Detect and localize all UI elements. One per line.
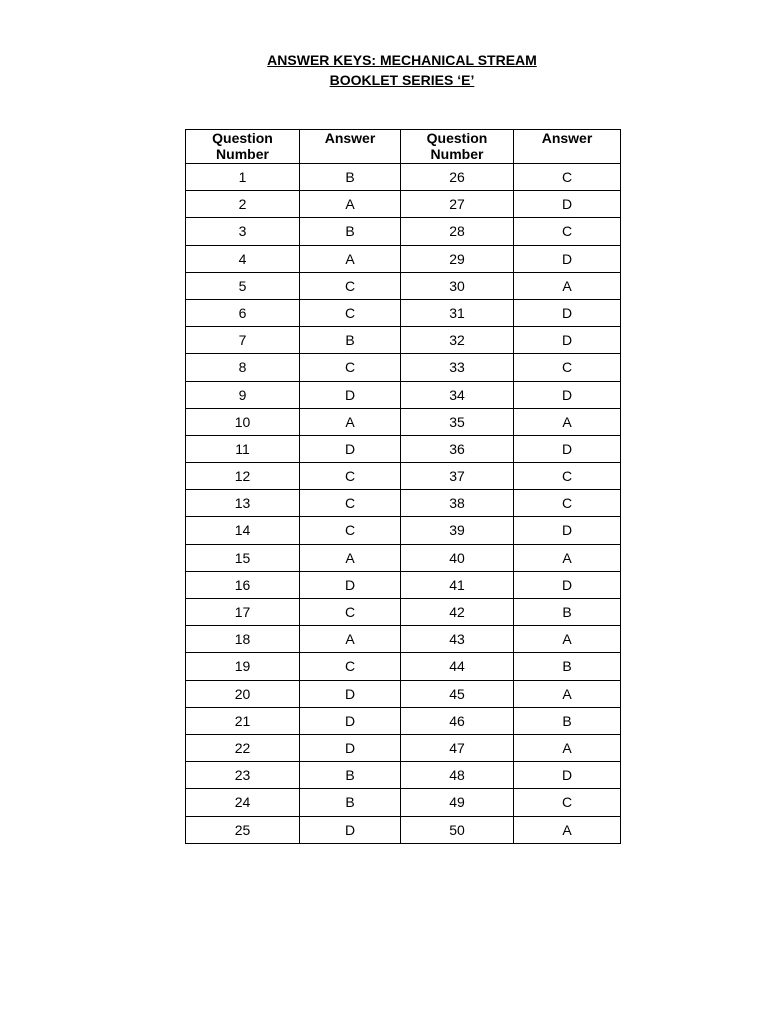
table-body [186,164,621,844]
table-row [186,734,621,761]
question-number-cell: 11 [186,435,300,462]
answer-cell: C [514,218,621,245]
question-number-cell: 30 [401,272,514,299]
header-answer-2: Answer [514,130,621,164]
question-number-cell: 43 [401,626,514,653]
table-row [186,707,621,734]
question-number-cell: 16 [186,571,300,598]
document-subtitle: BOOKLET SERIES ‘E’ [329,72,475,88]
table-header [186,130,621,164]
answer-cell: D [514,571,621,598]
header-question-number-1: Question Number [186,130,300,164]
question-number-cell: 50 [401,816,514,843]
question-number-cell: 28 [401,218,514,245]
question-number-cell: 49 [401,789,514,816]
answer-cell: C [514,789,621,816]
answer-cell: B [300,789,401,816]
table-row [186,789,621,816]
table-row [186,517,621,544]
answer-cell: B [300,164,401,191]
question-number-cell: 15 [186,544,300,571]
header-row [186,130,621,164]
question-number-cell: 3 [186,218,300,245]
answer-cell: A [300,544,401,571]
table-row [186,354,621,381]
answer-cell: C [300,599,401,626]
answer-key-table [185,129,621,844]
answer-cell: B [514,599,621,626]
question-number-cell: 8 [186,354,300,381]
document-title: ANSWER KEYS: MECHANICAL STREAM [267,52,537,68]
answer-cell: A [514,680,621,707]
answer-cell: C [300,354,401,381]
table-row [186,680,621,707]
question-number-cell: 20 [186,680,300,707]
question-number-cell: 44 [401,653,514,680]
question-number-cell: 33 [401,354,514,381]
answer-cell: D [300,816,401,843]
question-number-cell: 46 [401,707,514,734]
answer-cell: D [514,381,621,408]
answer-cell: A [514,734,621,761]
answer-cell: B [514,707,621,734]
answer-cell: C [514,490,621,517]
table-row [186,164,621,191]
table-row [186,463,621,490]
table-row [186,653,621,680]
answer-cell: D [514,191,621,218]
header-question-number-2: Question Number [401,130,514,164]
table-row [186,571,621,598]
table-row [186,299,621,326]
table-row [186,191,621,218]
answer-cell: C [300,299,401,326]
table-row [186,599,621,626]
table-row [186,762,621,789]
answer-cell: D [514,299,621,326]
table-row [186,816,621,843]
answer-cell: D [514,435,621,462]
question-number-cell: 10 [186,408,300,435]
answer-cell: A [514,408,621,435]
question-number-cell: 39 [401,517,514,544]
question-number-cell: 36 [401,435,514,462]
answer-cell: A [300,626,401,653]
answer-cell: B [300,762,401,789]
question-number-cell: 24 [186,789,300,816]
table-row [186,381,621,408]
question-number-cell: 35 [401,408,514,435]
answer-cell: D [300,571,401,598]
question-number-cell: 38 [401,490,514,517]
answer-cell: D [514,762,621,789]
answer-cell: B [300,327,401,354]
question-number-cell: 13 [186,490,300,517]
answer-cell: D [300,707,401,734]
answer-cell: C [514,463,621,490]
question-number-cell: 41 [401,571,514,598]
table-row [186,490,621,517]
question-number-cell: 47 [401,734,514,761]
question-number-cell: 23 [186,762,300,789]
answer-cell: A [300,245,401,272]
answer-cell: C [300,653,401,680]
question-number-cell: 21 [186,707,300,734]
question-number-cell: 32 [401,327,514,354]
question-number-cell: 4 [186,245,300,272]
table-row [186,245,621,272]
answer-cell: D [300,381,401,408]
question-number-cell: 45 [401,680,514,707]
question-number-cell: 6 [186,299,300,326]
question-number-cell: 42 [401,599,514,626]
header-answer-1: Answer [300,130,401,164]
table-row [186,435,621,462]
question-number-cell: 14 [186,517,300,544]
question-number-cell: 25 [186,816,300,843]
answer-cell: D [300,734,401,761]
question-number-cell: 2 [186,191,300,218]
table-row [186,408,621,435]
question-number-cell: 37 [401,463,514,490]
table-row [186,218,621,245]
question-number-cell: 29 [401,245,514,272]
table-row [186,626,621,653]
answer-cell: C [514,164,621,191]
answer-cell: C [300,272,401,299]
question-number-cell: 31 [401,299,514,326]
question-number-cell: 18 [186,626,300,653]
answer-cell: D [300,680,401,707]
answer-cell: D [514,517,621,544]
question-number-cell: 12 [186,463,300,490]
answer-cell: A [514,626,621,653]
question-number-cell: 40 [401,544,514,571]
question-number-cell: 17 [186,599,300,626]
table-row [186,544,621,571]
table-row [186,272,621,299]
answer-cell: D [300,435,401,462]
answer-cell: A [300,191,401,218]
question-number-cell: 27 [401,191,514,218]
question-number-cell: 9 [186,381,300,408]
answer-cell: A [514,544,621,571]
question-number-cell: 5 [186,272,300,299]
question-number-cell: 19 [186,653,300,680]
answer-cell: C [514,354,621,381]
answer-cell: A [514,816,621,843]
question-number-cell: 26 [401,164,514,191]
answer-cell: A [514,272,621,299]
answer-cell: D [514,245,621,272]
answer-cell: C [300,463,401,490]
question-number-cell: 1 [186,164,300,191]
question-number-cell: 7 [186,327,300,354]
answer-cell: C [300,517,401,544]
answer-cell: B [300,218,401,245]
question-number-cell: 34 [401,381,514,408]
answer-cell: B [514,653,621,680]
answer-cell: C [300,490,401,517]
answer-cell: D [514,327,621,354]
answer-cell: A [300,408,401,435]
question-number-cell: 48 [401,762,514,789]
question-number-cell: 22 [186,734,300,761]
table-row [186,327,621,354]
